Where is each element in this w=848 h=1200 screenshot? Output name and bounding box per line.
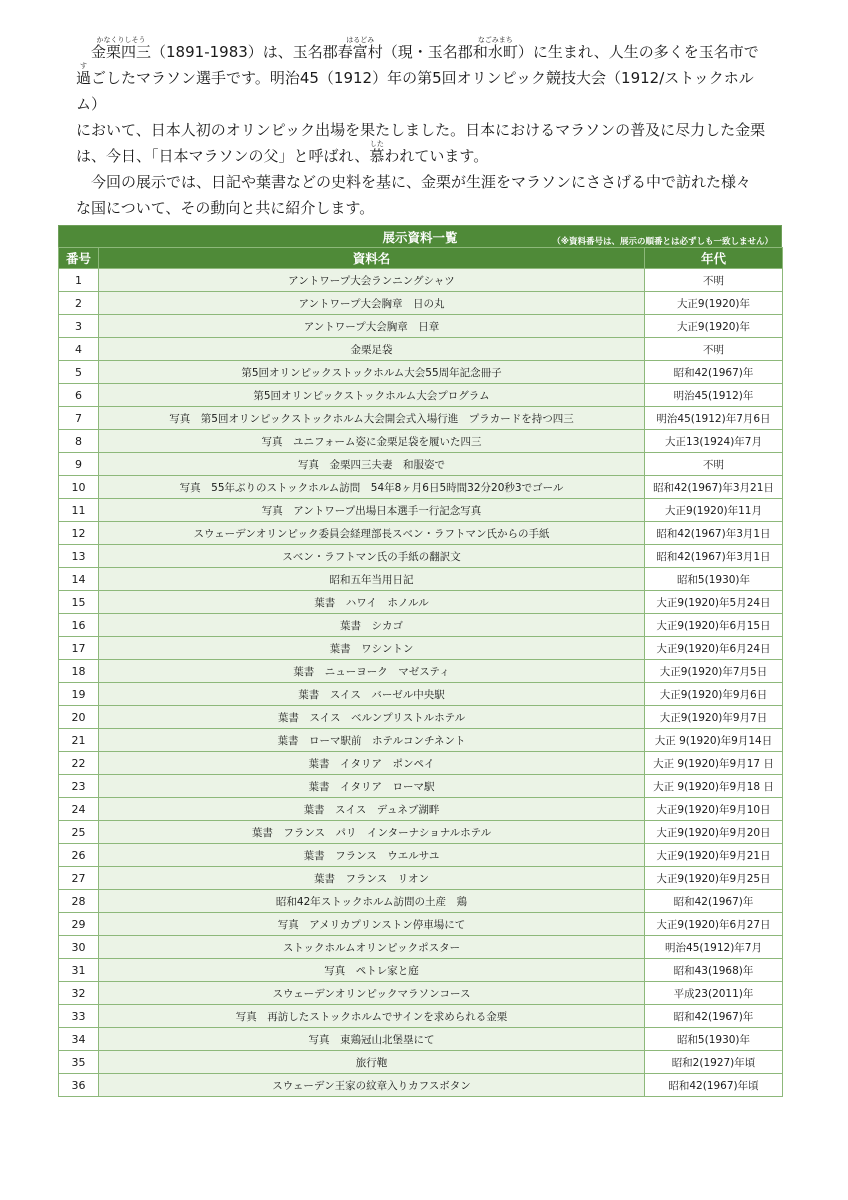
row-era: 昭和43(1968)年 (645, 959, 783, 982)
row-name: 葉書 スイス デュネブ湖畔 (99, 798, 645, 821)
row-number: 8 (59, 430, 99, 453)
intro-ruby-word (369, 140, 385, 165)
row-era: 大正9(1920)年9月21日 (645, 844, 783, 867)
row-era: 不明 (645, 338, 783, 361)
table-row (59, 269, 783, 292)
row-number: 7 (59, 407, 99, 430)
header-number: 番号 (59, 248, 99, 269)
row-name: 第5回オリンピックストックホルム大会プログラム (99, 384, 645, 407)
row-name: 金栗足袋 (99, 338, 645, 361)
row-era: 昭和42(1967)年 (645, 1005, 783, 1028)
row-number: 21 (59, 729, 99, 752)
row-name: 葉書 ローマ駅前 ホテルコンチネント (99, 729, 645, 752)
table-row (59, 453, 783, 476)
row-name: 写真 第5回オリンピックストックホルム大会開会式入場行進 プラカードを持つ四三 (99, 407, 645, 430)
row-era: 大正13(1924)年7月 (645, 430, 783, 453)
row-name: アントワープ大会ランニングシャツ (99, 269, 645, 292)
row-era: 明治45(1912)年 (645, 384, 783, 407)
row-era: 大正9(1920)年 (645, 292, 783, 315)
intro-text-run: われています。 (384, 147, 489, 165)
row-era: 昭和42(1967)年3月1日 (645, 545, 783, 568)
intro-text-run: ごしたマラソン選手です。明治45（1912）年の第5回オリンピック競技大会（1912/ストックホルム） (76, 69, 754, 113)
table-body (59, 269, 783, 1097)
row-number: 22 (59, 752, 99, 775)
intro-line (76, 199, 374, 217)
row-number: 19 (59, 683, 99, 706)
row-number: 1 (59, 269, 99, 292)
row-number: 31 (59, 959, 99, 982)
row-number: 18 (59, 660, 99, 683)
intro-paragraph-2 (76, 169, 781, 221)
row-name: 葉書 ワシントン (99, 637, 645, 660)
row-name: 葉書 スイス バーゼル中央駅 (99, 683, 645, 706)
row-number: 24 (59, 798, 99, 821)
row-name: 写真 ペトレ家と庭 (99, 959, 645, 982)
ruby-reading: なごみまち (472, 36, 518, 44)
intro-text-run: （1891-1983）は、玉名郡 (151, 43, 338, 61)
row-name: 葉書 イタリア ローマ駅 (99, 775, 645, 798)
ruby-reading: はるどみ (337, 36, 383, 44)
intro-ruby-word (472, 36, 518, 61)
table-row (59, 522, 783, 545)
table-row (59, 1028, 783, 1051)
exhibit-table (58, 247, 783, 1097)
table-row (59, 729, 783, 752)
intro-paragraph-1 (76, 36, 781, 169)
intro-text (76, 36, 781, 221)
table-row (59, 384, 783, 407)
row-era: 不明 (645, 453, 783, 476)
ruby-base: 春富村 (337, 43, 383, 61)
row-name: 葉書 シカゴ (99, 614, 645, 637)
table-row (59, 292, 783, 315)
row-era: 大正 9(1920)年9月17 日 (645, 752, 783, 775)
row-name: 葉書 イタリア ポンペイ (99, 752, 645, 775)
row-number: 36 (59, 1074, 99, 1097)
intro-text-run: （現・玉名郡 (382, 43, 473, 61)
ruby-reading: す (76, 62, 91, 70)
table-title-bar (58, 225, 782, 247)
row-era: 大正9(1920)年5月24日 (645, 591, 783, 614)
table-row (59, 315, 783, 338)
row-era: 大正9(1920)年6月15日 (645, 614, 783, 637)
row-number: 2 (59, 292, 99, 315)
row-number: 30 (59, 936, 99, 959)
row-number: 15 (59, 591, 99, 614)
row-era: 昭和2(1927)年頃 (645, 1051, 783, 1074)
row-number: 33 (59, 1005, 99, 1028)
table-row (59, 959, 783, 982)
row-name: 葉書 ニューヨーク マゼスティ (99, 660, 645, 683)
intro-line (76, 140, 489, 165)
row-era: 昭和42(1967)年 (645, 361, 783, 384)
table-row (59, 936, 783, 959)
row-number: 10 (59, 476, 99, 499)
table-row (59, 913, 783, 936)
table-row (59, 338, 783, 361)
table-row (59, 476, 783, 499)
row-era: 昭和42(1967)年3月21日 (645, 476, 783, 499)
row-number: 6 (59, 384, 99, 407)
table-row (59, 1005, 783, 1028)
table-row (59, 821, 783, 844)
row-era: 昭和5(1930)年 (645, 1028, 783, 1051)
row-era: 大正 9(1920)年9月14日 (645, 729, 783, 752)
table-row (59, 637, 783, 660)
row-number: 3 (59, 315, 99, 338)
row-name: 葉書 スイス ベルンプリストルホテル (99, 706, 645, 729)
row-name: 写真 再訪したストックホルムでサインを求められる金栗 (99, 1005, 645, 1028)
row-name: 写真 アントワープ出場日本選手一行記念写真 (99, 499, 645, 522)
table-row (59, 867, 783, 890)
intro-ruby-word (76, 62, 92, 87)
ruby-base: 和水町 (472, 43, 518, 61)
intro-text-run: 今回の展示では、日記や葉書などの史料を基に、金栗が生涯をマラソンにささげる中で訪れた様々 (91, 173, 752, 191)
table-row (59, 752, 783, 775)
table-row (59, 844, 783, 867)
row-era: 大正9(1920)年6月24日 (645, 637, 783, 660)
table-row (59, 890, 783, 913)
row-era: 昭和42(1967)年頃 (645, 1074, 783, 1097)
table-note: （※資料番号は、展示の順番とは必ずしも一致しません） (552, 237, 773, 247)
intro-line (91, 173, 751, 191)
ruby-reading: かなくりしそう (91, 36, 151, 44)
row-name: スウェーデンオリンピックマラソンコース (99, 982, 645, 1005)
table-row (59, 407, 783, 430)
row-era: 大正9(1920)年9月25日 (645, 867, 783, 890)
row-number: 26 (59, 844, 99, 867)
row-name: 写真 東鶏冠山北堡塁にて (99, 1028, 645, 1051)
row-name: スウェーデン王家の紋章入りカフスボタン (99, 1074, 645, 1097)
exhibit-list-table (58, 225, 782, 1097)
row-era: 大正 9(1920)年9月18 日 (645, 775, 783, 798)
row-number: 25 (59, 821, 99, 844)
row-name: スベン・ラフトマン氏の手紙の翻訳文 (99, 545, 645, 568)
row-name: 写真 ユニフォーム姿に金栗足袋を履いた四三 (99, 430, 645, 453)
row-number: 12 (59, 522, 99, 545)
intro-ruby-word (91, 36, 152, 61)
row-number: 29 (59, 913, 99, 936)
row-era: 大正9(1920)年6月27日 (645, 913, 783, 936)
intro-text-run: な国について、その動向と共に紹介します。 (76, 199, 375, 217)
row-era: 大正9(1920)年11月 (645, 499, 783, 522)
table-row (59, 1051, 783, 1074)
row-name: 葉書 フランス パリ インターナショナルホテル (99, 821, 645, 844)
row-name: 昭和五年当用日記 (99, 568, 645, 591)
table-row (59, 683, 783, 706)
table-row (59, 614, 783, 637)
row-era: 明治45(1912)年7月6日 (645, 407, 783, 430)
table-row (59, 706, 783, 729)
row-number: 23 (59, 775, 99, 798)
row-number: 16 (59, 614, 99, 637)
row-era: 大正9(1920)年 (645, 315, 783, 338)
table-row (59, 545, 783, 568)
table-row (59, 430, 783, 453)
row-name: スウェーデンオリンピック委員会経理部長スベン・ラフトマン氏からの手紙 (99, 522, 645, 545)
ruby-base: 慕 (369, 147, 385, 165)
row-era: 平成23(2011)年 (645, 982, 783, 1005)
row-name: 葉書 フランス リオン (99, 867, 645, 890)
row-number: 34 (59, 1028, 99, 1051)
table-header-row (59, 248, 783, 269)
intro-line (76, 121, 765, 139)
row-era: 大正9(1920)年9月6日 (645, 683, 783, 706)
table-row (59, 798, 783, 821)
row-name: ストックホルムオリンピックポスター (99, 936, 645, 959)
intro-text-run: は、今日、「日本マラソンの父」と呼ばれ、 (76, 147, 370, 165)
row-era: 不明 (645, 269, 783, 292)
header-era: 年代 (645, 248, 783, 269)
row-era: 大正9(1920)年7月5日 (645, 660, 783, 683)
row-era: 大正9(1920)年9月7日 (645, 706, 783, 729)
table-row (59, 982, 783, 1005)
table-row (59, 499, 783, 522)
row-name: アントワープ大会胸章 日の丸 (99, 292, 645, 315)
row-era: 昭和42(1967)年3月1日 (645, 522, 783, 545)
table-row (59, 660, 783, 683)
ruby-base: 過 (76, 69, 92, 87)
row-name: アントワープ大会胸章 日章 (99, 315, 645, 338)
row-number: 11 (59, 499, 99, 522)
row-number: 5 (59, 361, 99, 384)
row-name: 写真 アメリカプリンストン停車場にて (99, 913, 645, 936)
table-row (59, 591, 783, 614)
ruby-reading: した (369, 140, 385, 148)
header-name: 資料名 (99, 248, 645, 269)
row-name: 旅行鞄 (99, 1051, 645, 1074)
row-number: 27 (59, 867, 99, 890)
row-number: 13 (59, 545, 99, 568)
row-number: 32 (59, 982, 99, 1005)
table-title: 展示資料一覧 (382, 230, 458, 245)
row-number: 20 (59, 706, 99, 729)
row-name: 写真 55年ぶりのストックホルム訪問 54年8ヶ月6日5時間32分20秒3でゴール (99, 476, 645, 499)
row-number: 17 (59, 637, 99, 660)
intro-text-run: ）に生まれ、人生の多くを玉名市で (517, 43, 759, 61)
row-era: 昭和42(1967)年 (645, 890, 783, 913)
intro-line (76, 62, 754, 113)
row-number: 35 (59, 1051, 99, 1074)
row-number: 28 (59, 890, 99, 913)
row-era: 昭和5(1930)年 (645, 568, 783, 591)
row-number: 14 (59, 568, 99, 591)
row-name: 葉書 ハワイ ホノルル (99, 591, 645, 614)
row-name: 写真 金栗四三夫妻 和服姿で (99, 453, 645, 476)
row-number: 9 (59, 453, 99, 476)
table-row (59, 361, 783, 384)
row-era: 大正9(1920)年9月20日 (645, 821, 783, 844)
intro-ruby-word (337, 36, 383, 61)
row-number: 4 (59, 338, 99, 361)
row-era: 大正9(1920)年9月10日 (645, 798, 783, 821)
row-era: 明治45(1912)年7月 (645, 936, 783, 959)
row-name: 葉書 フランス ウエルサユ (99, 844, 645, 867)
table-row (59, 1074, 783, 1097)
table-row (59, 775, 783, 798)
row-name: 昭和42年ストックホルム訪問の土産 鶏 (99, 890, 645, 913)
intro-line (91, 36, 759, 61)
row-name: 第5回オリンピックストックホルム大会55周年記念冊子 (99, 361, 645, 384)
ruby-base: 金栗四三 (91, 43, 152, 61)
intro-text-run: において、日本人初のオリンピック出場を果たしました。日本におけるマラソンの普及に尽力した金栗 (76, 121, 766, 139)
table-row (59, 568, 783, 591)
